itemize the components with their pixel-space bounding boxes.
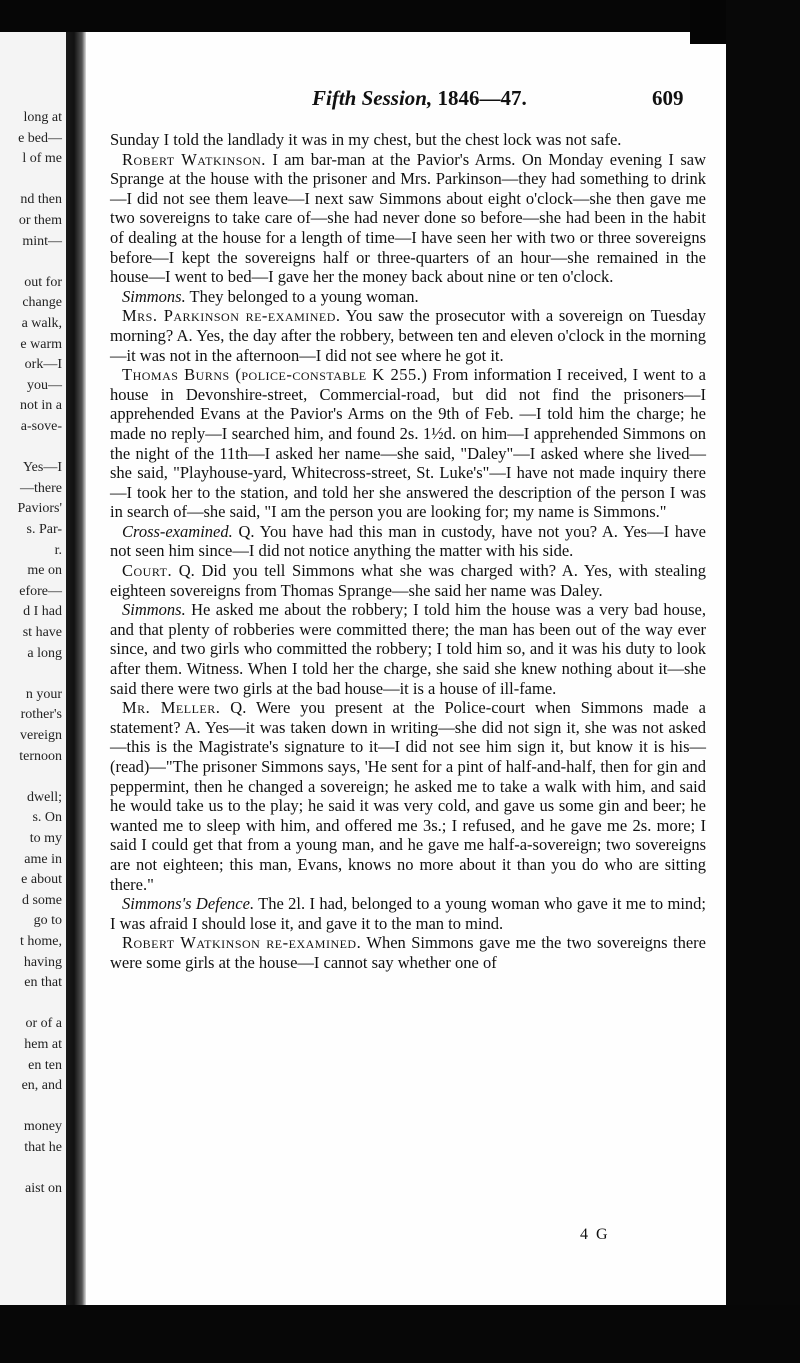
paragraph-text: They belonged to a young woman. [185, 286, 419, 306]
paragraph [110, 561, 706, 600]
facing-page-fragment: nd then [20, 192, 62, 208]
scanner-edge-right [726, 0, 800, 1363]
facing-page-fragment: —there [20, 480, 62, 496]
facing-page-fragment: money [23, 1119, 62, 1135]
facing-page-fragment: mint— [22, 233, 62, 249]
facing-page-fragment: change [22, 295, 62, 311]
paragraph [110, 130, 706, 150]
facing-page-fragment: st have [22, 625, 62, 640]
paragraph [110, 306, 706, 365]
facing-page-fragment: vereign [20, 728, 62, 743]
facing-page-fragment: n your [25, 686, 62, 702]
facing-page-fragment: Paviors' [17, 501, 62, 517]
facing-page-fragment: out for [24, 274, 62, 290]
facing-page-fragment: Yes—I [22, 460, 62, 476]
facing-page-fragment: en that [24, 975, 62, 991]
facing-page-fragment: rother's [20, 707, 62, 723]
facing-page-fragment: en ten [28, 1057, 62, 1073]
signature-mark: 4 G [580, 1226, 610, 1243]
speaker-lead: Mrs. Parkinson re-examined. [122, 306, 341, 326]
facing-page-fragment: or them [18, 213, 62, 228]
facing-page-fragment: l of me [22, 151, 62, 167]
paragraph-text: He asked me about the robbery; I told him the house was a very bad house, and that plenty of robberies were committed there; the man has been out of the way ever since, and two girls who committed the robbery; I told him so, and it was his duty to look after them. Witness. When I told her the charge, she said she knew nothing about it—she said there were two girls at the bad house—it is a house of ill-fame. [110, 600, 706, 698]
speaker-lead: Thomas Burns (police-constable K 255.) [122, 365, 428, 385]
paragraph-text: Q. Did you tell Simmons what she was charged with? A. Yes, with stealing eighteen sovereigns from Thomas Sprange—she said her name was Daley. [110, 561, 706, 600]
scanner-edge-bottom [0, 1305, 800, 1363]
facing-page-fragment: aist on [25, 1181, 62, 1197]
paragraph [110, 150, 706, 287]
facing-page-fragment: a-sove- [20, 419, 62, 434]
paragraph [110, 698, 706, 894]
facing-page-fragment: d some [21, 892, 62, 908]
facing-page-fragment: having [23, 954, 62, 970]
facing-page-fragment: go to [33, 913, 62, 929]
scanner-edge-top [0, 0, 800, 32]
facing-page-fragment: not in a [20, 398, 62, 414]
facing-page-fragment: long at [23, 110, 62, 125]
facing-page-fragment: that he [24, 1140, 62, 1155]
paragraph [110, 894, 706, 933]
paragraph-text: Q. Were you present at the Police-court when Simmons made a statement? A. Yes—it was taken down in writing—she did not sign it, she was not asked—this is the Magistrate's signature to it—I did not see him sign it, but know it is his—(read)—"The prisoner Simmons says, 'He sent for a pint of half-and-half, then for gin and peppermint, then he changed a sovereign; he asked me to take a walk with him, and said he would take us to the play; he said it was very cold, and gave us some gin and beer; he wanted me to sleep with him, and offered me 3s.; I refused, and he gave me 2s. more; I said I could get that from a young man, and he gave me half-a-sovereign; two sovereigns are not eighteen; this man, Evans, knows no more about it than you do who are sitting there." [110, 698, 706, 894]
facing-page-strip [0, 32, 70, 1305]
paragraph [110, 933, 706, 972]
speaker-lead: Mr. Meller. [122, 698, 221, 718]
paragraph-text: Sunday I told the landlady it was in my chest, but the chest lock was not safe. [110, 130, 622, 149]
facing-page-fragment: t home, [20, 934, 62, 949]
header-session: Fifth Session, [312, 86, 433, 110]
facing-page-fragment: efore— [19, 583, 62, 599]
header-years: 1846—47. [437, 86, 527, 110]
facing-page-fragment: s. On [32, 810, 62, 826]
paragraph [110, 287, 706, 307]
facing-page-fragment: en, and [21, 1078, 62, 1094]
paragraph-text: When Simmons gave me the two sovereigns there were some girls at the house—I cannot say whether one of [110, 933, 706, 972]
paragraph-text: Q. You have had this man in custody, have not you? A. Yes—I have not seen him since—I did not notice anything the matter with his side. [110, 521, 706, 561]
speaker-lead: Simmons. [122, 286, 186, 306]
paragraph [110, 600, 706, 698]
paragraph [110, 522, 706, 561]
paragraph-text: You saw the prosecutor with a sovereign on Tuesday morning? A. Yes, the day after the robbery, between ten and eleven o'clock in the morning—it was not in the afternoon—I did not see where he got it. [110, 306, 706, 365]
speaker-lead: Court. [122, 561, 173, 581]
facing-page-fragment: to my [29, 831, 62, 846]
speaker-lead: Simmons. [122, 600, 186, 620]
speaker-lead: Robert Watkinson. [122, 149, 266, 169]
page-body [110, 130, 706, 973]
facing-page-fragment: me on [27, 563, 62, 579]
facing-page-fragment: or of a [25, 1016, 62, 1032]
paragraph-text: From information I received, I went to a house in Devonshire-street, Commercial-road, but did not find the prisoners—I apprehended Evans at the Pavior's Arms on the 9th of Feb. —I told him the charge; he made no reply—I searched him, and found 2s. 1½d. on him—I apprehended Simmons on the night of the 11th—I asked her name—she said, "Daley"—I asked where she lived—she said, "Playhouse-yard, Whitecross-street, St. Luke's"—I have not made inquiry there —I took her to the station, and told her she answered the description of the person I was in search of—she said, "I am the person you are looking for; my name is Simmons." [110, 365, 707, 522]
speaker-lead: Robert Watkinson re-examined. [122, 933, 362, 953]
paragraph [110, 365, 706, 522]
facing-page-fragment: hem at [24, 1037, 62, 1052]
page-number: 609 [652, 86, 684, 110]
facing-page-fragment: r. [54, 542, 62, 558]
facing-page-fragment: s. Par- [26, 522, 62, 537]
speaker-lead: Cross-examined. [122, 521, 233, 541]
facing-page-fragment: you— [27, 377, 62, 393]
facing-page-fragment: ame in [24, 851, 62, 867]
facing-page-fragment: ork—I [24, 357, 62, 373]
paragraph-text: The 2l. I had, belonged to a young woman who gave it me to mind; I was afraid I should lose it, and gave it to the man to mind. [110, 894, 706, 933]
facing-page-fragment: e warm [20, 336, 62, 352]
facing-page-fragment: e about [21, 872, 62, 888]
facing-page-fragment: d I had [23, 604, 62, 620]
facing-page-fragment: a walk, [21, 316, 62, 331]
facing-page-fragment: a long [27, 645, 62, 661]
facing-page-fragment: ternoon [19, 748, 62, 764]
speaker-lead: Simmons's Defence. [122, 894, 255, 914]
facing-page-fragment: dwell; [27, 789, 62, 805]
paragraph-text: I am bar-man at the Pavior's Arms. On Monday evening I saw Sprange at the house with the prisoner and Mrs. Parkinson—they had something to drink—I did not see them leave—I next saw Simmons about eight o'clock—she then gave me two sovereigns to take care of—she had never done so before—she had been in the habit of dealing at the house for a length of time—I have seen her with two or three sovereigns before—I kept the sovereigns half or three-quarters of an hour—she remained in the house—I went to bed—I gave her the money back about nine or ten o'clock. [110, 149, 706, 287]
book-gutter [66, 32, 86, 1305]
facing-page-fragment: e bed— [18, 130, 62, 146]
